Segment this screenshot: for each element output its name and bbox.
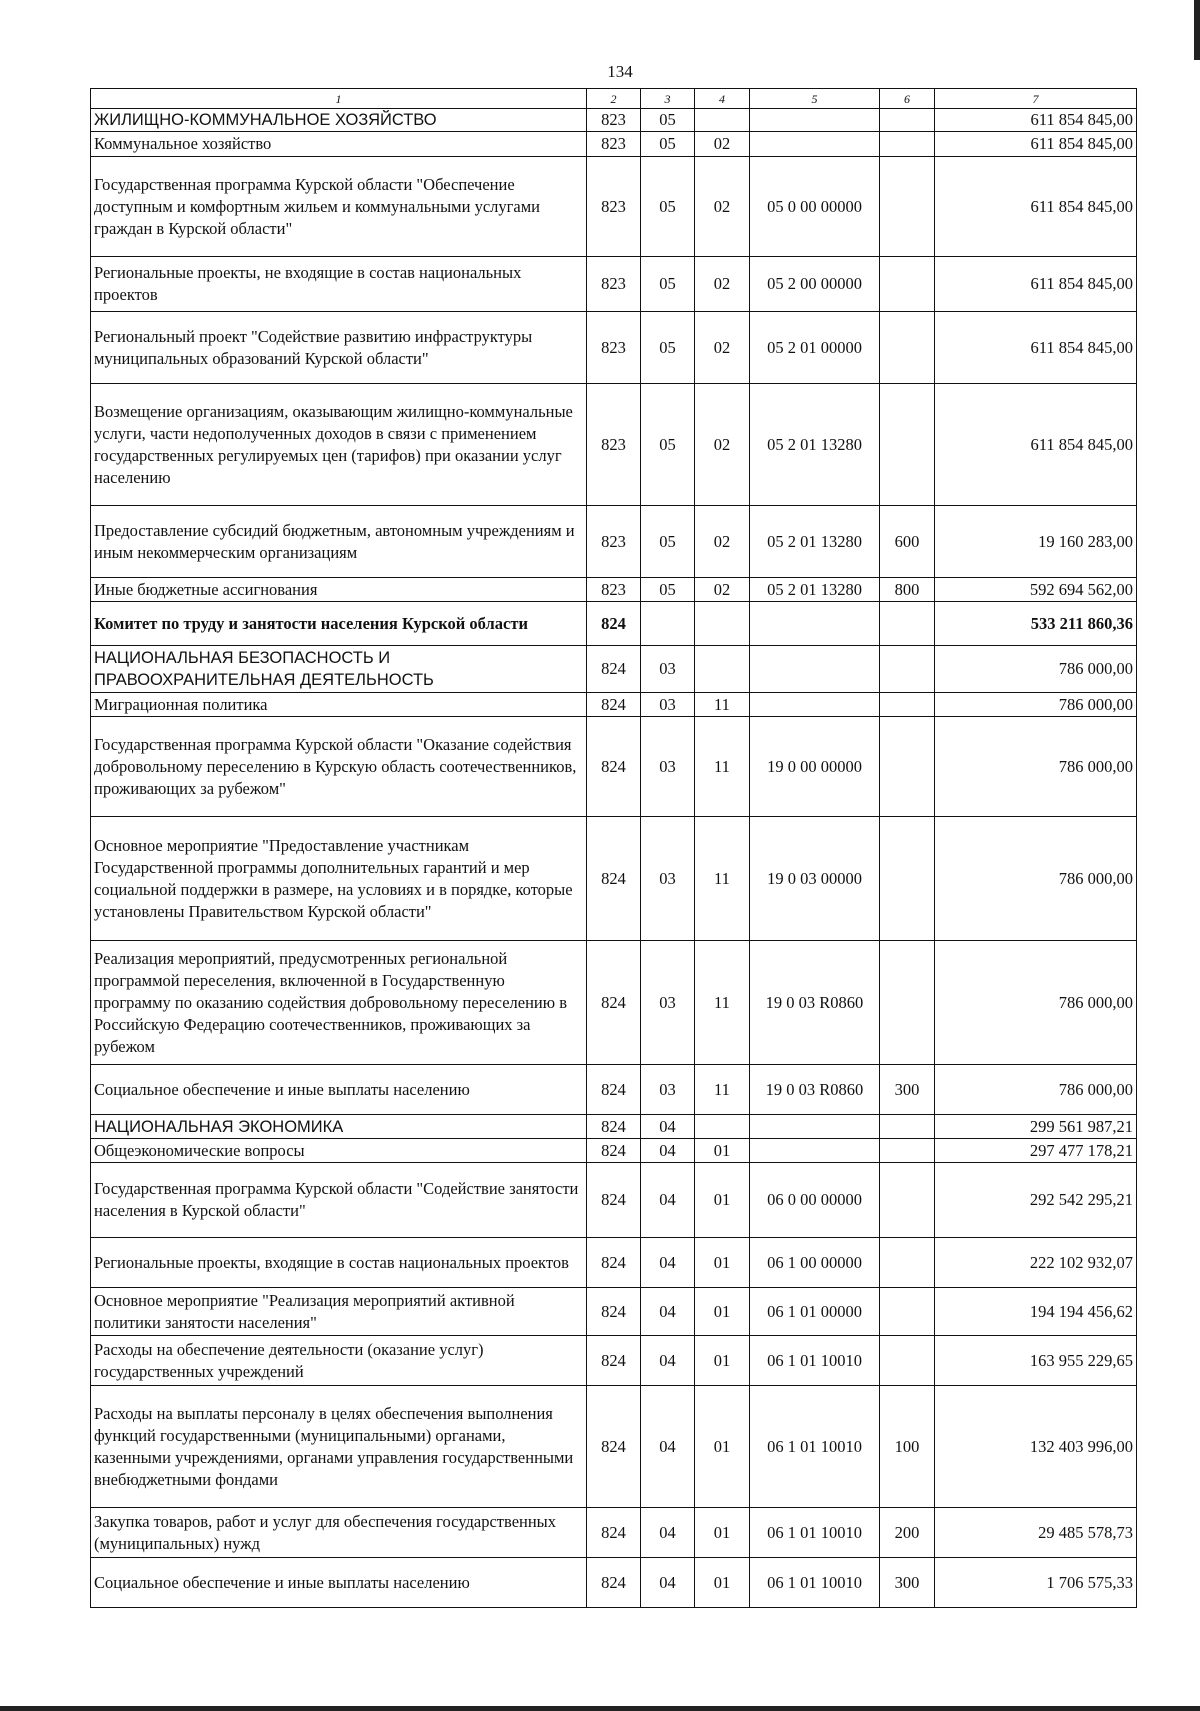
row-code-5 — [750, 109, 880, 132]
row-code-2: 824 — [587, 1139, 641, 1163]
table-row — [91, 1288, 1137, 1336]
row-code-4: 02 — [695, 578, 750, 602]
row-code-6: 100 — [880, 1386, 935, 1508]
row-code-5: 05 0 00 00000 — [750, 157, 880, 257]
row-name: НАЦИОНАЛЬНАЯ ЭКОНОМИКА — [91, 1115, 587, 1139]
row-code-3: 03 — [641, 941, 695, 1065]
row-name: Региональные проекты, входящие в состав национальных проектов — [91, 1238, 587, 1288]
table-row — [91, 1386, 1137, 1508]
row-code-6: 600 — [880, 506, 935, 578]
row-code-5 — [750, 1139, 880, 1163]
row-code-6 — [880, 1115, 935, 1139]
table-row — [91, 1163, 1137, 1238]
row-code-6 — [880, 817, 935, 941]
row-code-4: 02 — [695, 257, 750, 312]
row-code-5: 05 2 01 13280 — [750, 384, 880, 506]
row-code-5 — [750, 693, 880, 717]
row-code-4: 01 — [695, 1386, 750, 1508]
table-header-row — [91, 89, 1137, 109]
row-code-3: 05 — [641, 506, 695, 578]
row-code-6 — [880, 157, 935, 257]
row-name: Социальное обеспечение и иные выплаты населению — [91, 1558, 587, 1608]
page-number: 134 — [607, 62, 633, 81]
row-name: Государственная программа Курской области "Содействие занятости населения в Курской области" — [91, 1163, 587, 1238]
row-code-2: 824 — [587, 602, 641, 646]
column-header: 2 — [587, 89, 641, 109]
row-code-4: 01 — [695, 1139, 750, 1163]
table-row — [91, 157, 1137, 257]
row-code-6 — [880, 312, 935, 384]
row-code-3 — [641, 602, 695, 646]
row-name: НАЦИОНАЛЬНАЯ БЕЗОПАСНОСТЬ И ПРАВООХРАНИТЕЛЬНАЯ ДЕЯТЕЛЬНОСТЬ — [91, 646, 587, 693]
row-code-6 — [880, 1139, 935, 1163]
column-header: 5 — [750, 89, 880, 109]
row-code-2: 823 — [587, 384, 641, 506]
row-name: Коммунальное хозяйство — [91, 132, 587, 157]
row-code-6 — [880, 109, 935, 132]
row-code-3: 04 — [641, 1288, 695, 1336]
row-code-4: 11 — [695, 817, 750, 941]
row-code-3: 04 — [641, 1115, 695, 1139]
table-row — [91, 384, 1137, 506]
row-code-3: 03 — [641, 646, 695, 693]
table-row — [91, 1115, 1137, 1139]
row-code-2: 823 — [587, 132, 641, 157]
row-code-5 — [750, 132, 880, 157]
row-code-5: 06 0 00 00000 — [750, 1163, 880, 1238]
row-code-3: 05 — [641, 384, 695, 506]
row-code-6 — [880, 1238, 935, 1288]
row-code-2: 823 — [587, 257, 641, 312]
row-name: Общеэкономические вопросы — [91, 1139, 587, 1163]
table-row — [91, 1065, 1137, 1115]
row-code-3: 03 — [641, 817, 695, 941]
row-name: Государственная программа Курской области "Обеспечение доступным и комфортным жильем и коммунальными услугами граждан в Курской области" — [91, 157, 587, 257]
row-code-4: 01 — [695, 1238, 750, 1288]
column-header: 4 — [695, 89, 750, 109]
row-sum: 132 403 996,00 — [935, 1386, 1137, 1508]
row-name: Основное мероприятие "Предоставление участникам Государственной программы дополнительных гарантий и мер социальной поддержки в размере, на условиях и в порядке, которые установлены Правительством Курской области" — [91, 817, 587, 941]
row-code-6 — [880, 693, 935, 717]
row-code-5: 05 2 01 00000 — [750, 312, 880, 384]
row-sum: 19 160 283,00 — [935, 506, 1137, 578]
row-code-6 — [880, 1336, 935, 1386]
row-code-2: 824 — [587, 1386, 641, 1508]
row-name: Государственная программа Курской области "Оказание содействия добровольному переселению в Курскую область соотечественников, проживающих за рубежом" — [91, 717, 587, 817]
row-code-5: 19 0 00 00000 — [750, 717, 880, 817]
row-code-2: 823 — [587, 109, 641, 132]
row-code-3: 05 — [641, 257, 695, 312]
row-code-3: 03 — [641, 717, 695, 817]
row-sum: 786 000,00 — [935, 1065, 1137, 1115]
row-code-4: 01 — [695, 1336, 750, 1386]
table-row — [91, 1336, 1137, 1386]
row-code-6 — [880, 1163, 935, 1238]
row-sum: 163 955 229,65 — [935, 1336, 1137, 1386]
row-sum: 611 854 845,00 — [935, 132, 1137, 157]
row-name: Реализация мероприятий, предусмотренных региональной программой переселения, включенной в Государственную программу по оказанию содействия добровольному переселению в Российскую Федерацию соотечественников, проживающих за рубежом — [91, 941, 587, 1065]
row-code-2: 824 — [587, 1508, 641, 1558]
table-row — [91, 817, 1137, 941]
row-code-4: 11 — [695, 717, 750, 817]
row-code-6: 200 — [880, 1508, 935, 1558]
table-row — [91, 1139, 1137, 1163]
row-code-5: 05 2 01 13280 — [750, 506, 880, 578]
row-code-5: 05 2 01 13280 — [750, 578, 880, 602]
table-row — [91, 109, 1137, 132]
column-header: 1 — [91, 89, 587, 109]
row-code-2: 823 — [587, 312, 641, 384]
row-name: Региональный проект "Содействие развитию инфраструктуры муниципальных образований Курской области" — [91, 312, 587, 384]
row-code-6 — [880, 257, 935, 312]
row-code-3: 04 — [641, 1238, 695, 1288]
row-code-5: 19 0 03 R0860 — [750, 941, 880, 1065]
row-code-4: 02 — [695, 132, 750, 157]
row-code-6: 300 — [880, 1558, 935, 1608]
row-code-3: 05 — [641, 312, 695, 384]
row-code-4: 01 — [695, 1288, 750, 1336]
row-code-4: 11 — [695, 941, 750, 1065]
row-sum: 29 485 578,73 — [935, 1508, 1137, 1558]
row-code-4 — [695, 602, 750, 646]
row-sum: 1 706 575,33 — [935, 1558, 1137, 1608]
row-code-4: 11 — [695, 1065, 750, 1115]
row-code-2: 824 — [587, 1163, 641, 1238]
table-row — [91, 506, 1137, 578]
row-code-6: 300 — [880, 1065, 935, 1115]
row-sum: 786 000,00 — [935, 941, 1137, 1065]
table-row — [91, 1558, 1137, 1608]
table-row — [91, 257, 1137, 312]
row-sum: 292 542 295,21 — [935, 1163, 1137, 1238]
row-sum: 533 211 860,36 — [935, 602, 1137, 646]
row-code-6 — [880, 646, 935, 693]
row-sum: 611 854 845,00 — [935, 157, 1137, 257]
column-header: 7 — [935, 89, 1137, 109]
row-name: Комитет по труду и занятости населения Курской области — [91, 602, 587, 646]
budget-table — [90, 88, 1137, 1608]
row-name: Расходы на обеспечение деятельности (оказание услуг) государственных учреждений — [91, 1336, 587, 1386]
table-row — [91, 646, 1137, 693]
row-sum: 299 561 987,21 — [935, 1115, 1137, 1139]
row-name: Расходы на выплаты персоналу в целях обеспечения выполнения функций государственными (муниципальными) органами, казенными учреждениями, органами управления государственными внебюджетными фондами — [91, 1386, 587, 1508]
row-code-5: 06 1 01 10010 — [750, 1558, 880, 1608]
row-code-2: 824 — [587, 1336, 641, 1386]
row-code-5: 06 1 00 00000 — [750, 1238, 880, 1288]
column-header: 3 — [641, 89, 695, 109]
row-code-4: 02 — [695, 384, 750, 506]
row-code-4: 02 — [695, 506, 750, 578]
row-code-5: 06 1 01 10010 — [750, 1336, 880, 1386]
row-code-5: 19 0 03 R0860 — [750, 1065, 880, 1115]
row-code-3: 04 — [641, 1139, 695, 1163]
row-code-4: 11 — [695, 693, 750, 717]
row-code-3: 03 — [641, 693, 695, 717]
row-sum: 297 477 178,21 — [935, 1139, 1137, 1163]
row-code-6 — [880, 717, 935, 817]
row-name: Иные бюджетные ассигнования — [91, 578, 587, 602]
table-row — [91, 602, 1137, 646]
row-name: Возмещение организациям, оказывающим жилищно-коммунальные услуги, части недополученных доходов в связи с применением государственных регулируемых цен (тарифов) при оказании услуг населению — [91, 384, 587, 506]
row-sum: 786 000,00 — [935, 693, 1137, 717]
row-name: Закупка товаров, работ и услуг для обеспечения государственных (муниципальных) нужд — [91, 1508, 587, 1558]
row-code-5: 06 1 01 10010 — [750, 1508, 880, 1558]
row-code-5 — [750, 646, 880, 693]
row-code-3: 05 — [641, 578, 695, 602]
row-sum: 611 854 845,00 — [935, 257, 1137, 312]
row-code-2: 824 — [587, 1558, 641, 1608]
table-row — [91, 1238, 1137, 1288]
column-header: 6 — [880, 89, 935, 109]
scan-bottom-edge — [0, 1706, 1200, 1711]
row-code-2: 824 — [587, 941, 641, 1065]
row-code-6 — [880, 1288, 935, 1336]
row-code-2: 823 — [587, 506, 641, 578]
row-code-3: 03 — [641, 1065, 695, 1115]
row-code-4 — [695, 109, 750, 132]
row-code-4 — [695, 1115, 750, 1139]
row-sum: 786 000,00 — [935, 817, 1137, 941]
row-code-4: 02 — [695, 157, 750, 257]
row-code-5 — [750, 1115, 880, 1139]
row-code-2: 824 — [587, 1115, 641, 1139]
row-code-2: 824 — [587, 1288, 641, 1336]
row-code-4: 02 — [695, 312, 750, 384]
table-row — [91, 132, 1137, 157]
row-sum: 611 854 845,00 — [935, 109, 1137, 132]
row-sum: 786 000,00 — [935, 646, 1137, 693]
row-sum: 611 854 845,00 — [935, 384, 1137, 506]
row-code-6 — [880, 384, 935, 506]
row-name: Региональные проекты, не входящие в состав национальных проектов — [91, 257, 587, 312]
row-code-2: 824 — [587, 717, 641, 817]
row-name: Социальное обеспечение и иные выплаты населению — [91, 1065, 587, 1115]
row-code-6 — [880, 602, 935, 646]
row-code-4: 01 — [695, 1508, 750, 1558]
table-row — [91, 312, 1137, 384]
row-code-3: 05 — [641, 109, 695, 132]
row-code-6 — [880, 941, 935, 1065]
row-code-3: 05 — [641, 157, 695, 257]
row-code-2: 824 — [587, 693, 641, 717]
row-code-3: 04 — [641, 1386, 695, 1508]
row-name: Миграционная политика — [91, 693, 587, 717]
row-code-4: 01 — [695, 1163, 750, 1238]
row-sum: 786 000,00 — [935, 717, 1137, 817]
row-name: Основное мероприятие "Реализация мероприятий активной политики занятости населения" — [91, 1288, 587, 1336]
row-code-5: 06 1 01 10010 — [750, 1386, 880, 1508]
table-row — [91, 1508, 1137, 1558]
row-code-2: 823 — [587, 578, 641, 602]
row-code-6: 800 — [880, 578, 935, 602]
row-code-5: 06 1 01 00000 — [750, 1288, 880, 1336]
row-code-3: 04 — [641, 1163, 695, 1238]
row-name: Предоставление субсидий бюджетным, автономным учреждениям и иным некоммерческим организациям — [91, 506, 587, 578]
row-code-4 — [695, 646, 750, 693]
row-code-2: 824 — [587, 646, 641, 693]
row-sum: 611 854 845,00 — [935, 312, 1137, 384]
table-row — [91, 717, 1137, 817]
row-sum: 194 194 456,62 — [935, 1288, 1137, 1336]
row-code-2: 824 — [587, 1065, 641, 1115]
row-sum: 222 102 932,07 — [935, 1238, 1137, 1288]
row-code-3: 04 — [641, 1558, 695, 1608]
table-row — [91, 693, 1137, 717]
row-code-2: 824 — [587, 817, 641, 941]
scan-edge-mark — [1194, 0, 1200, 60]
row-code-2: 823 — [587, 157, 641, 257]
row-name: ЖИЛИЩНО-КОММУНАЛЬНОЕ ХОЗЯЙСТВО — [91, 109, 587, 132]
row-code-6 — [880, 132, 935, 157]
table-row — [91, 578, 1137, 602]
table-row — [91, 941, 1137, 1065]
row-code-4: 01 — [695, 1558, 750, 1608]
row-sum: 592 694 562,00 — [935, 578, 1137, 602]
row-code-5 — [750, 602, 880, 646]
row-code-5: 19 0 03 00000 — [750, 817, 880, 941]
row-code-3: 05 — [641, 132, 695, 157]
row-code-3: 04 — [641, 1336, 695, 1386]
row-code-5: 05 2 00 00000 — [750, 257, 880, 312]
row-code-2: 824 — [587, 1238, 641, 1288]
row-code-3: 04 — [641, 1508, 695, 1558]
